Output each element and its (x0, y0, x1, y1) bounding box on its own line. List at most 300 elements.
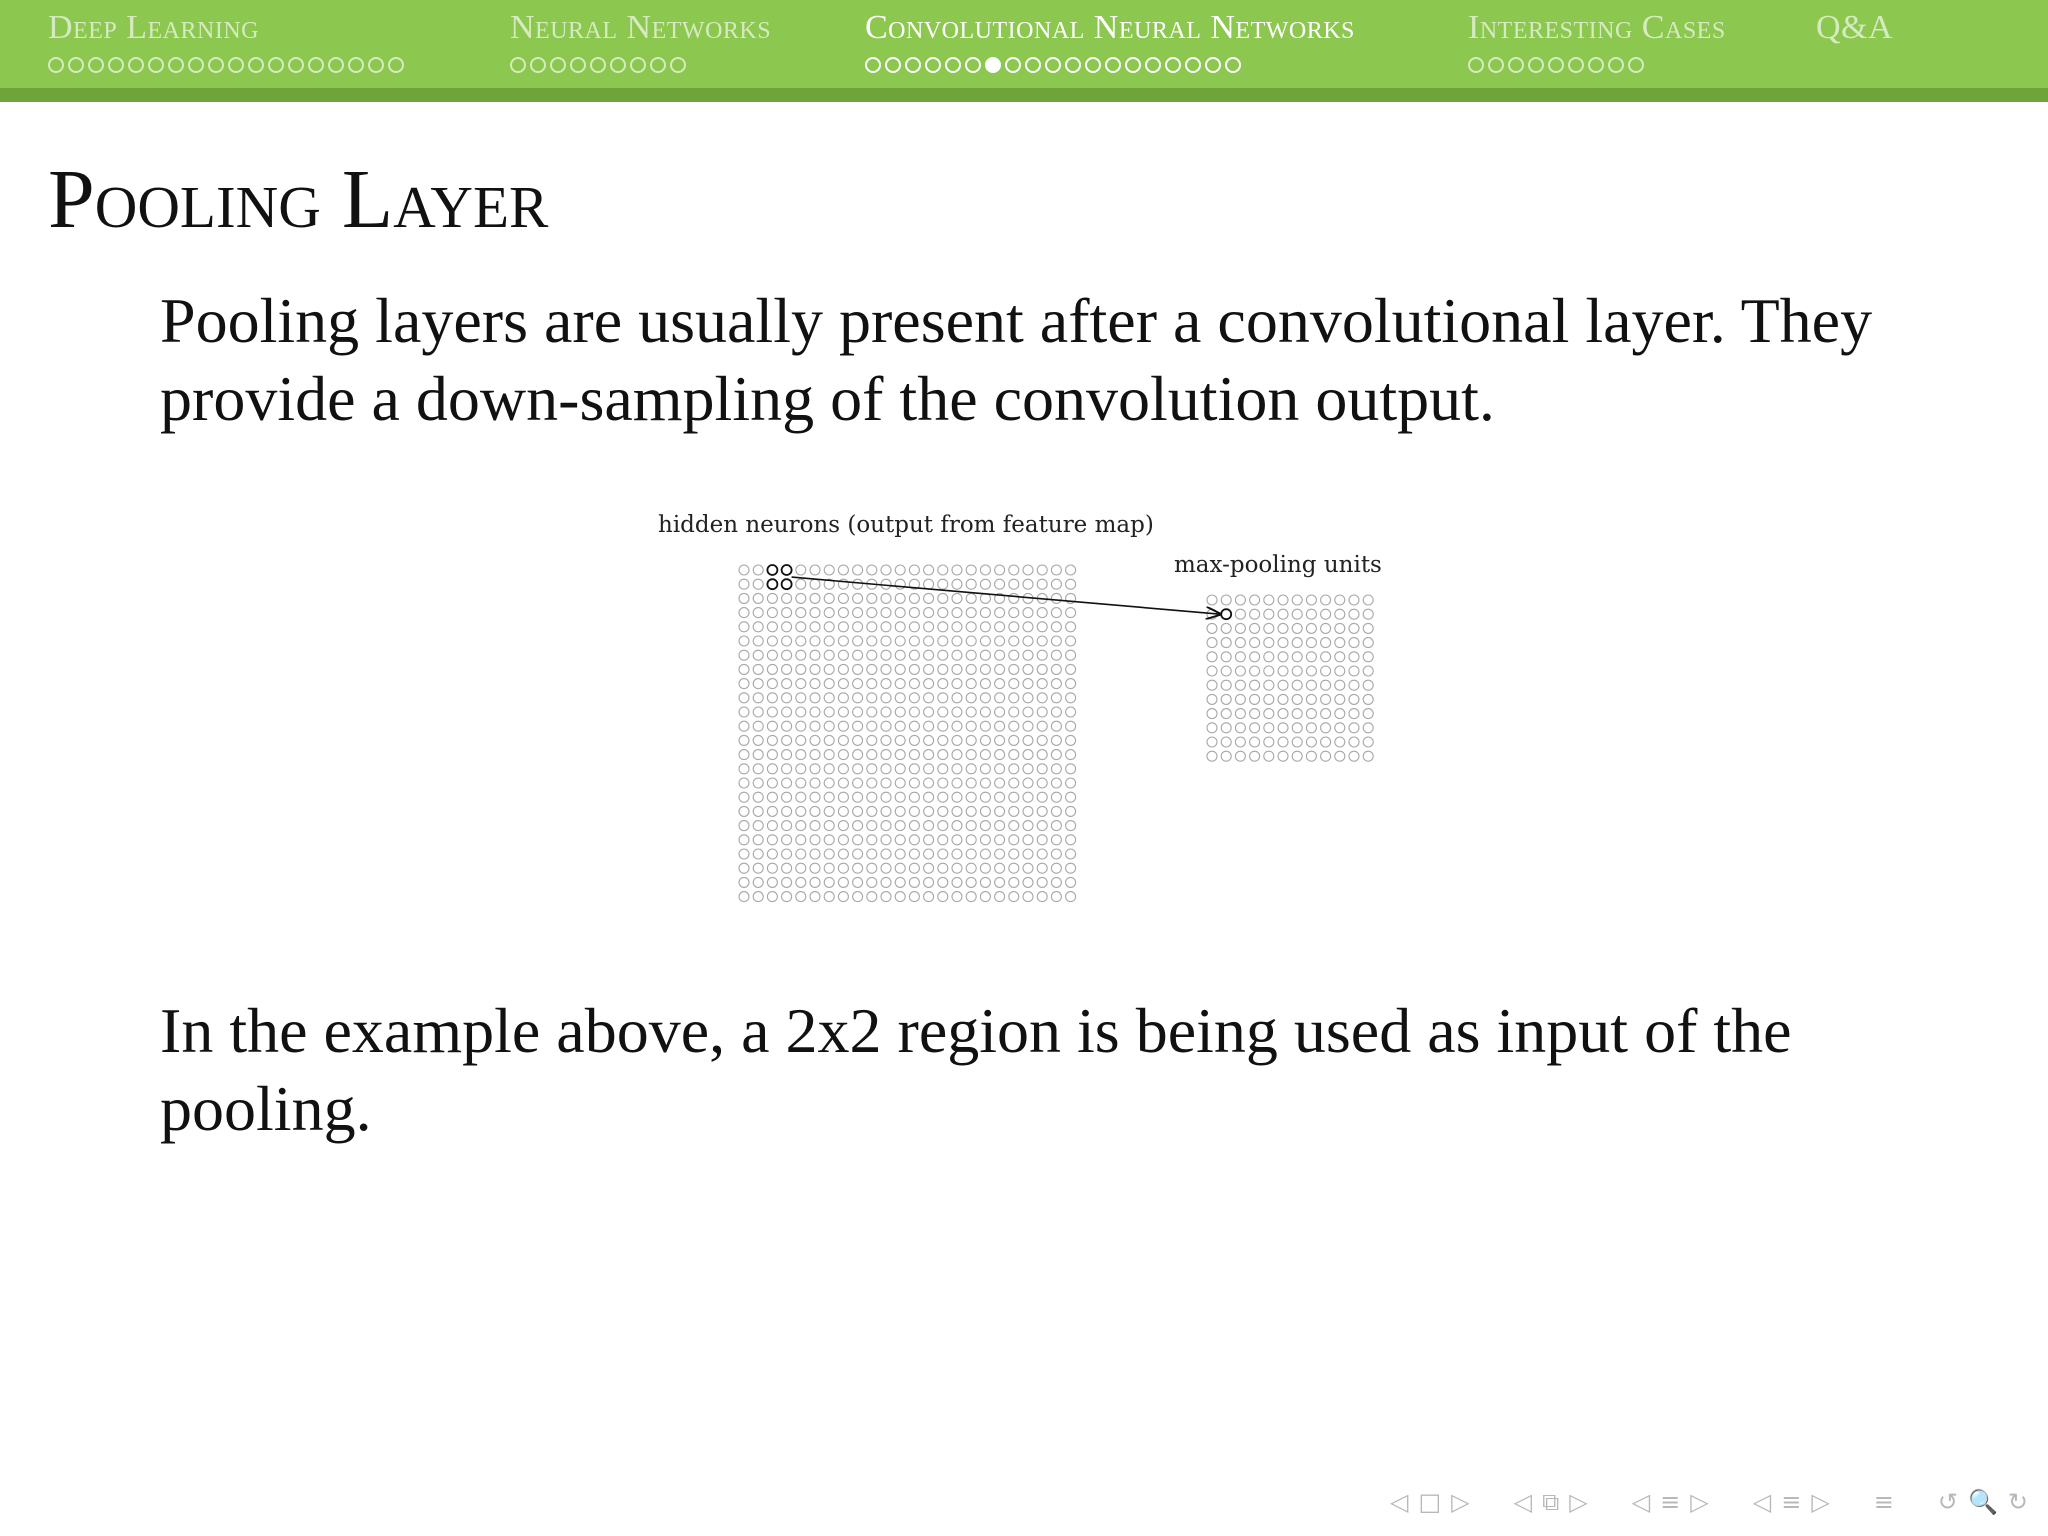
hidden-neuron (739, 679, 749, 689)
nav-section-neural-networks[interactable] (510, 6, 771, 86)
hidden-neuron (782, 650, 792, 660)
progress-dot[interactable] (570, 57, 586, 73)
hidden-neuron (909, 750, 919, 760)
hidden-neuron (952, 608, 962, 618)
hidden-neuron (909, 806, 919, 816)
hidden-neuron (895, 750, 905, 760)
hidden-neuron (867, 608, 877, 618)
progress-dot[interactable] (1085, 57, 1101, 73)
hidden-neuron (952, 650, 962, 660)
pooling-unit (1349, 737, 1359, 747)
pooling-unit (1335, 595, 1345, 605)
next-slide-icon[interactable]: ▷ (1451, 1488, 1470, 1516)
hidden-neuron (867, 877, 877, 887)
hidden-neuron (739, 565, 749, 575)
progress-dot[interactable] (188, 57, 204, 73)
hidden-neuron (924, 750, 934, 760)
progress-dot[interactable] (128, 57, 144, 73)
progress-dot[interactable] (168, 57, 184, 73)
nav-progress-dots (865, 54, 1355, 76)
hidden-neuron (1051, 565, 1061, 575)
hidden-neuron (980, 721, 990, 731)
toc-icon[interactable]: ≡ (1873, 1488, 1894, 1516)
pooling-unit (1335, 709, 1345, 719)
hidden-neuron (966, 636, 976, 646)
pooling-unit (1221, 638, 1231, 648)
hidden-neuron (938, 792, 948, 802)
hidden-neuron (966, 707, 976, 717)
pooling-unit (1335, 751, 1345, 761)
hidden-neuron (909, 764, 919, 774)
hidden-neuron (1009, 650, 1019, 660)
hidden-neuron (881, 835, 891, 845)
pooling-unit (1363, 709, 1373, 719)
progress-dot[interactable] (1488, 57, 1504, 73)
back-icon[interactable]: ↺ (1937, 1488, 1958, 1516)
hidden-neuron (895, 608, 905, 618)
progress-dot[interactable] (670, 57, 686, 73)
hidden-neuron (1066, 877, 1076, 887)
hidden-neuron (909, 664, 919, 674)
pooling-unit (1250, 737, 1260, 747)
progress-dot[interactable] (1225, 57, 1241, 73)
hidden-neuron (810, 877, 820, 887)
nav-section-qa[interactable] (1816, 6, 1893, 86)
nav-section-deep-learning[interactable] (48, 6, 408, 86)
hidden-neuron (767, 863, 777, 873)
hidden-neuron (938, 877, 948, 887)
pooling-unit (1321, 709, 1331, 719)
pooled-neuron (782, 579, 792, 589)
progress-dot[interactable] (590, 57, 606, 73)
hidden-neuron (1023, 565, 1033, 575)
progress-dot[interactable] (1145, 57, 1161, 73)
hidden-neuron (1066, 835, 1076, 845)
prev-frame-icon[interactable]: ◁ (1513, 1488, 1533, 1516)
hidden-neuron (995, 622, 1005, 632)
pooling-unit (1278, 666, 1288, 676)
hidden-neuron (810, 707, 820, 717)
hidden-neuron (881, 750, 891, 760)
hidden-neuron (1023, 792, 1033, 802)
hidden-neuron (853, 693, 863, 703)
pooling-unit (1306, 666, 1316, 676)
slide-title: Pooling Layer (48, 153, 549, 246)
progress-dot[interactable] (148, 57, 164, 73)
hidden-neuron (796, 608, 806, 618)
progress-dot[interactable] (228, 57, 244, 73)
hidden-neuron (995, 636, 1005, 646)
hidden-neuron (895, 892, 905, 902)
hidden-neuron (1051, 608, 1061, 618)
hidden-neuron (1066, 622, 1076, 632)
hidden-neuron (782, 750, 792, 760)
pooling-unit (1250, 723, 1260, 733)
progress-dot[interactable] (985, 57, 1001, 73)
hidden-neuron (895, 721, 905, 731)
search-icon[interactable]: 🔍 (1968, 1488, 1998, 1516)
nav-section-interesting-cases[interactable] (1468, 6, 1726, 86)
pooling-unit (1264, 680, 1274, 690)
hidden-neuron (952, 764, 962, 774)
progress-dot[interactable] (368, 57, 384, 73)
hidden-neuron (1037, 608, 1047, 618)
hidden-neuron (952, 792, 962, 802)
hidden-neuron (853, 593, 863, 603)
hidden-neuron (966, 650, 976, 660)
hidden-neuron (924, 806, 934, 816)
hidden-neuron (838, 892, 848, 902)
hidden-neuron (1009, 735, 1019, 745)
pooling-unit (1335, 609, 1345, 619)
hidden-neuron (938, 735, 948, 745)
prev-slide-icon[interactable]: ◁ (1389, 1488, 1409, 1516)
hidden-neuron (1066, 693, 1076, 703)
progress-dot[interactable] (885, 57, 901, 73)
hidden-neuron (739, 608, 749, 618)
pooling-unit (1363, 751, 1373, 761)
hidden-neuron (1066, 892, 1076, 902)
hidden-neuron (867, 863, 877, 873)
hidden-neuron (739, 863, 749, 873)
pooling-unit (1292, 623, 1302, 633)
next-frame-icon[interactable]: ▷ (1569, 1488, 1588, 1516)
pooling-unit (1363, 680, 1373, 690)
hidden-neuron (952, 835, 962, 845)
hidden-neuron (838, 849, 848, 859)
nav-title[interactable]: Deep Learning (48, 9, 259, 46)
hidden-neuron (1066, 679, 1076, 689)
hidden-neuron (924, 565, 934, 575)
hidden-neuron (810, 821, 820, 831)
hidden-neuron (980, 579, 990, 589)
hidden-neuron (838, 650, 848, 660)
hidden-neuron (1037, 877, 1047, 887)
hidden-neuron (1023, 735, 1033, 745)
hidden-neuron (739, 622, 749, 632)
progress-dot[interactable] (308, 57, 324, 73)
hidden-neuron (1023, 892, 1033, 902)
progress-dot[interactable] (905, 57, 921, 73)
hidden-neuron (938, 849, 948, 859)
hidden-neuron (895, 622, 905, 632)
hidden-neuron (824, 735, 834, 745)
hidden-neuron (853, 835, 863, 845)
hidden-neuron (938, 721, 948, 731)
progress-dot[interactable] (48, 57, 64, 73)
hidden-neuron (867, 693, 877, 703)
progress-dot[interactable] (1468, 57, 1484, 73)
hidden-neuron (810, 806, 820, 816)
progress-dot[interactable] (1045, 57, 1061, 73)
pooling-unit (1235, 638, 1245, 648)
hidden-neuron (796, 565, 806, 575)
progress-dot[interactable] (865, 57, 881, 73)
progress-dot[interactable] (1205, 57, 1221, 73)
hidden-neuron (1023, 664, 1033, 674)
pooling-unit (1207, 694, 1217, 704)
hidden-neuron (881, 806, 891, 816)
nav-title[interactable]: Convolutional Neural Networks (865, 9, 1355, 46)
subsection-icon[interactable]: ≡ (1660, 1488, 1681, 1516)
hidden-neuron (952, 664, 962, 674)
progress-dot[interactable] (1125, 57, 1141, 73)
progress-dot[interactable] (530, 57, 546, 73)
hidden-neuron (980, 806, 990, 816)
pooling-unit (1264, 723, 1274, 733)
progress-dot[interactable] (965, 57, 981, 73)
hidden-neuron (867, 664, 877, 674)
hidden-neuron (796, 750, 806, 760)
pooling-unit (1292, 694, 1302, 704)
pooling-unit (1250, 652, 1260, 662)
hidden-neuron (895, 593, 905, 603)
slide-icon[interactable]: □ (1418, 1488, 1442, 1516)
hidden-neuron (824, 835, 834, 845)
hidden-neuron (767, 693, 777, 703)
pooling-unit (1335, 652, 1345, 662)
hidden-neuron (924, 636, 934, 646)
hidden-neuron (767, 849, 777, 859)
progress-dot[interactable] (945, 57, 961, 73)
pooling-region-highlight (767, 565, 791, 589)
hidden-neuron (1009, 764, 1019, 774)
progress-dot[interactable] (925, 57, 941, 73)
hidden-neuron (796, 622, 806, 632)
hidden-neuron (753, 778, 763, 788)
progress-dot[interactable] (1508, 57, 1524, 73)
hidden-neuron (1037, 636, 1047, 646)
prev-section-icon[interactable]: ◁ (1752, 1488, 1772, 1516)
pooling-unit (1250, 709, 1260, 719)
hidden-neuron (980, 622, 990, 632)
progress-dot[interactable] (348, 57, 364, 73)
hidden-neuron (966, 622, 976, 632)
frame-icon[interactable]: ⧉ (1542, 1488, 1560, 1516)
hidden-neuron (980, 750, 990, 760)
progress-dot[interactable] (388, 57, 404, 73)
nav-title[interactable]: Q&A (1816, 9, 1894, 46)
progress-dot[interactable] (108, 57, 124, 73)
progress-dot[interactable] (288, 57, 304, 73)
hidden-neuron (767, 636, 777, 646)
hidden-neuron (1051, 650, 1061, 660)
hidden-neuron (1009, 877, 1019, 887)
hidden-neuron (824, 764, 834, 774)
hidden-neuron (767, 892, 777, 902)
pooling-unit (1292, 751, 1302, 761)
pooling-unit (1349, 723, 1359, 733)
pooling-unit (1264, 623, 1274, 633)
hidden-neuron (810, 849, 820, 859)
pooling-unit (1264, 609, 1274, 619)
hidden-neuron (966, 792, 976, 802)
progress-dot[interactable] (1025, 57, 1041, 73)
progress-dot[interactable] (1568, 57, 1584, 73)
hidden-neuron (980, 821, 990, 831)
hidden-neuron (966, 806, 976, 816)
pooling-unit (1221, 723, 1231, 733)
hidden-neuron (838, 792, 848, 802)
hidden-neuron (938, 707, 948, 717)
hidden-neuron (739, 650, 749, 660)
next-subsection-icon[interactable]: ▷ (1690, 1488, 1709, 1516)
pooling-unit (1235, 751, 1245, 761)
hidden-neuron (853, 849, 863, 859)
forward-icon[interactable]: ↻ (2007, 1488, 2028, 1516)
hidden-neuron (824, 778, 834, 788)
nav-section-convolutional-neural-networks[interactable] (865, 6, 1355, 86)
hidden-neuron (796, 877, 806, 887)
hidden-neuron (1037, 821, 1047, 831)
hidden-neuron (881, 636, 891, 646)
progress-dot[interactable] (268, 57, 284, 73)
hidden-neuron (909, 608, 919, 618)
section-icon[interactable]: ≡ (1781, 1488, 1802, 1516)
hidden-neuron (881, 821, 891, 831)
pooling-unit (1321, 595, 1331, 605)
pooling-unit (1306, 595, 1316, 605)
hidden-neuron (767, 806, 777, 816)
pooling-unit (1235, 595, 1245, 605)
pooling-unit (1278, 638, 1288, 648)
hidden-neuron (924, 764, 934, 774)
hidden-neuron (938, 622, 948, 632)
hidden-neuron (838, 721, 848, 731)
hidden-neuron (1023, 778, 1033, 788)
hidden-neuron (739, 764, 749, 774)
pooling-unit (1349, 694, 1359, 704)
progress-dot[interactable] (630, 57, 646, 73)
pooling-unit (1278, 623, 1288, 633)
hidden-neuron (980, 863, 990, 873)
hidden-neuron (796, 764, 806, 774)
progress-dot[interactable] (1528, 57, 1544, 73)
progress-dot[interactable] (1185, 57, 1201, 73)
hidden-neuron (796, 679, 806, 689)
hidden-neuron (1009, 863, 1019, 873)
hidden-neuron (966, 721, 976, 731)
progress-dot[interactable] (650, 57, 666, 73)
hidden-neuron (1037, 650, 1047, 660)
hidden-neuron (753, 806, 763, 816)
hidden-neuron (838, 821, 848, 831)
pooling-unit (1306, 751, 1316, 761)
hidden-neuron (966, 593, 976, 603)
progress-dot[interactable] (68, 57, 84, 73)
hidden-neuron (966, 835, 976, 845)
hidden-neuron (952, 892, 962, 902)
hidden-neuron (824, 892, 834, 902)
pooling-unit (1235, 623, 1245, 633)
intro-paragraph: Pooling layers are usually present after a convolutional layer. They provide a down-sampling of the convolution output. (160, 285, 1873, 434)
hidden-neuron (853, 735, 863, 745)
hidden-neuron (952, 863, 962, 873)
hidden-neuron (881, 693, 891, 703)
hidden-neuron (739, 849, 749, 859)
progress-dot[interactable] (1608, 57, 1624, 73)
pooling-unit (1278, 680, 1288, 690)
hidden-neuron (909, 707, 919, 717)
pooling-unit (1264, 709, 1274, 719)
progress-dot[interactable] (550, 57, 566, 73)
hidden-neuron (753, 849, 763, 859)
hidden-neuron (1023, 636, 1033, 646)
hidden-neuron (1009, 778, 1019, 788)
pooling-unit (1278, 652, 1288, 662)
prev-subsection-icon[interactable]: ◁ (1631, 1488, 1651, 1516)
pooling-unit (1250, 623, 1260, 633)
progress-dot[interactable] (1588, 57, 1604, 73)
progress-dot[interactable] (610, 57, 626, 73)
hidden-neuron (867, 892, 877, 902)
hidden-neuron (895, 565, 905, 575)
hidden-neuron (1037, 806, 1047, 816)
hidden-neuron (796, 835, 806, 845)
pooling-unit (1321, 638, 1331, 648)
progress-dot[interactable] (248, 57, 264, 73)
pooling-unit (1306, 623, 1316, 633)
hidden-neuron (909, 735, 919, 745)
progress-dot[interactable] (1065, 57, 1081, 73)
progress-dot[interactable] (1105, 57, 1121, 73)
hidden-neuron (938, 764, 948, 774)
progress-dot[interactable] (510, 57, 526, 73)
progress-dot[interactable] (1628, 57, 1644, 73)
hidden-neuron (853, 792, 863, 802)
hidden-neuron (810, 608, 820, 618)
hidden-neuron (753, 835, 763, 845)
progress-dot[interactable] (1548, 57, 1564, 73)
hidden-neuron (881, 778, 891, 788)
progress-dot[interactable] (88, 57, 104, 73)
hidden-neuron (895, 735, 905, 745)
hidden-neuron (767, 764, 777, 774)
hidden-neuron (881, 622, 891, 632)
hidden-neuron (753, 579, 763, 589)
progress-dot[interactable] (208, 57, 224, 73)
hidden-neuron (853, 608, 863, 618)
pooling-unit (1235, 723, 1245, 733)
max-pooling-grid (1207, 595, 1373, 761)
progress-dot[interactable] (1005, 57, 1021, 73)
next-section-icon[interactable]: ▷ (1811, 1488, 1830, 1516)
hidden-neuron (909, 778, 919, 788)
nav-title[interactable]: Neural Networks (510, 9, 772, 46)
hidden-neuron (924, 622, 934, 632)
hidden-neuron (995, 764, 1005, 774)
hidden-neuron (1051, 863, 1061, 873)
progress-dot[interactable] (1165, 57, 1181, 73)
hidden-neuron (1009, 608, 1019, 618)
hidden-neuron (739, 892, 749, 902)
hidden-neuron (782, 664, 792, 674)
hidden-neuron (924, 693, 934, 703)
hidden-neuron (995, 608, 1005, 618)
pooling-unit (1335, 680, 1345, 690)
pooling-unit (1207, 709, 1217, 719)
hidden-neuron (995, 693, 1005, 703)
nav-title[interactable]: Interesting Cases (1468, 9, 1726, 46)
hidden-neuron (924, 778, 934, 788)
hidden-neuron (895, 579, 905, 589)
hidden-neuron (824, 792, 834, 802)
hidden-neuron (1051, 835, 1061, 845)
hidden-neuron (753, 735, 763, 745)
hidden-neuron (753, 792, 763, 802)
progress-dot[interactable] (328, 57, 344, 73)
hidden-neuron (867, 636, 877, 646)
